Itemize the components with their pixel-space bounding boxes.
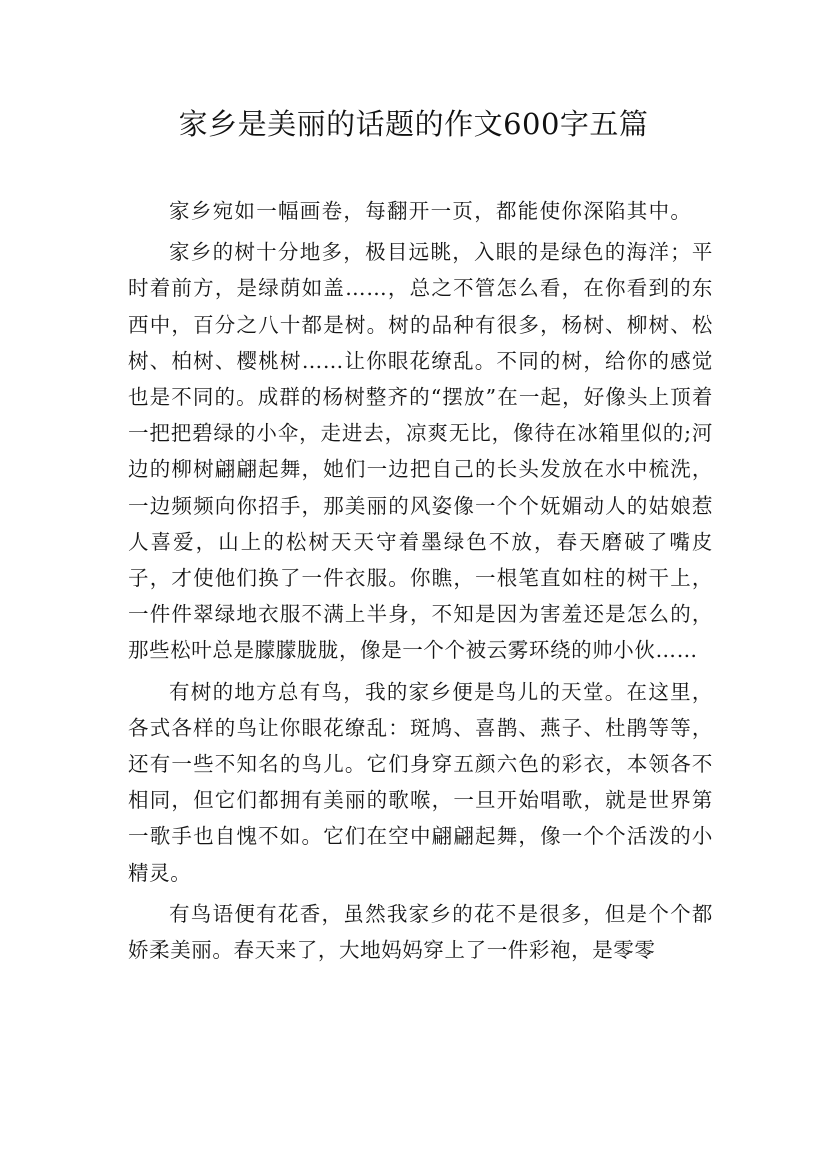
paragraph-trees: 家乡的树十分地多，极目远眺，入眼的是绿色的海洋；平时着前方，是绿荫如盖……，总之不管怎么看，在你看到的东西中，百分之八十都是树。树的品种有很多，杨树、柳树、松树、柏树、樱桃树……让你眼花缭乱。不同的树，给你的感觉也是不同的。成群的杨树整齐的“摆放”在一起，好像头上顶着一把把碧绿的小伞，走进去，凉爽无比，像待在冰箱里似的;河边的柳树翩翩起舞，她们一边把自己的长头发放在水中梳洗，一边频频向你招手，那美丽的风姿像一个个妩媚动人的姑娘惹人喜爱，山上的松树天天守着墨绿色不放，春天磨破了嘴皮子，才使他们换了一件衣服。你瞧，一根笔直如柱的树干上，一件件翠绿地衣服不满上半身，不知是因为害羞还是怎么的，那些松叶总是朦朦胧胧，像是一个个被云雾环绕的帅小伙…… — [128, 240, 713, 663]
paragraph-intro: 家乡宛如一幅画卷，每翻开一页，都能使你深陷其中。 — [169, 199, 693, 223]
paragraph-flowers: 有鸟语便有花香，虽然我家乡的花不是很多，但是个个都娇柔美丽。春天来了，大地妈妈穿上了一件彩袍，是零零 — [128, 901, 713, 963]
paragraph-birds: 有树的地方总有鸟，我的家乡便是鸟儿的天堂。在这里，各式各样的鸟让你眼花缭乱：斑鸠、喜鹊、燕子、杜鹃等等，还有一些不知名的鸟儿。它们身穿五颜六色的彩衣，本领各不相同，但它们都拥有美丽的歌喉，一旦开始唱歌，就是世界第一歌手也自愧不如。它们在空中翩翩起舞，像一个个活泼的小精灵。 — [128, 679, 713, 885]
document-title: 家乡是美丽的话题的作文600字五篇 — [178, 107, 649, 141]
document-body — [128, 193, 713, 973]
